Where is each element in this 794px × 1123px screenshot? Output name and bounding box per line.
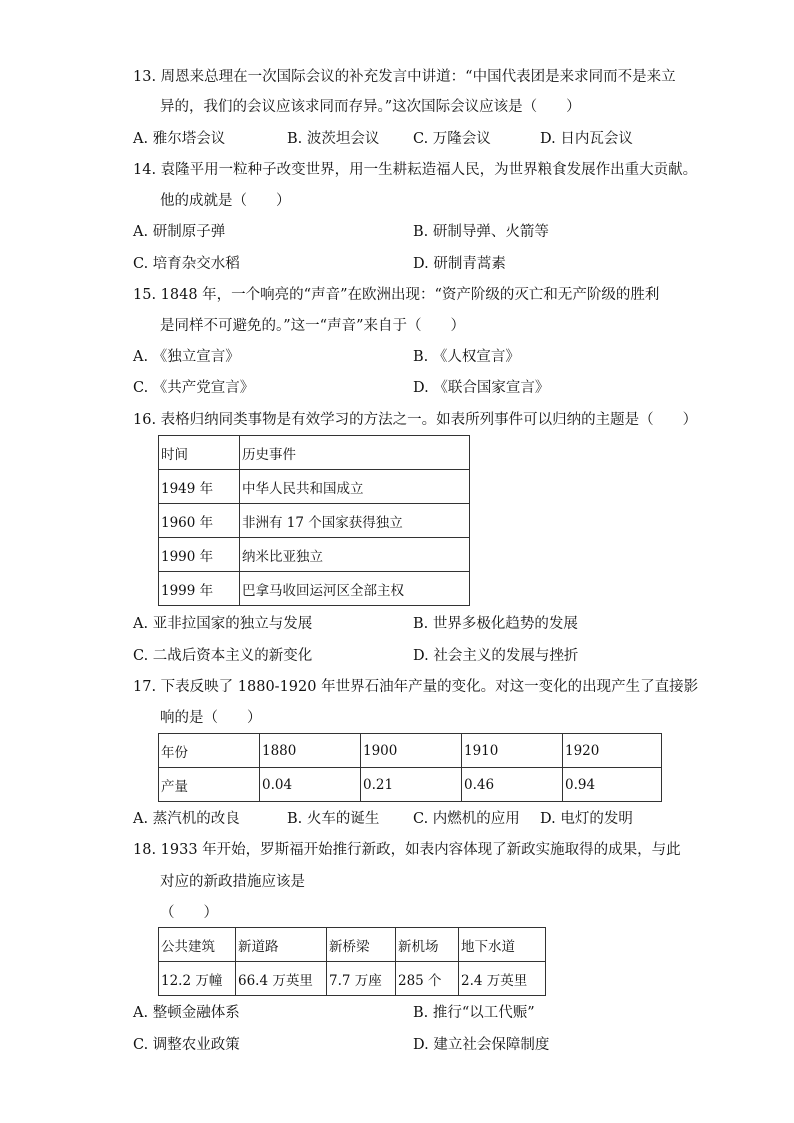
q13-option-d[interactable]: D. 日内瓦会议	[540, 131, 633, 147]
q18-newdeal-table	[158, 927, 546, 996]
q17-option-a[interactable]: A. 蒸汽机的改良	[133, 811, 240, 827]
table-cell: 时间	[159, 436, 240, 470]
q17-stem-line2: 响的是（ ）	[160, 710, 262, 726]
q15-stem-line2: 是同样不可避免的。”这一“声音”来自于（ ）	[160, 318, 465, 334]
q13-option-b[interactable]: B. 波茨坦会议	[287, 131, 380, 147]
table-cell: 历史事件	[240, 436, 470, 470]
q18-option-c[interactable]: C. 调整农业政策	[133, 1037, 240, 1053]
q16-option-c[interactable]: C. 二战后资本主义的新变化	[133, 648, 313, 664]
q18-option-d[interactable]: D. 建立社会保障制度	[413, 1037, 550, 1053]
q16-option-d[interactable]: D. 社会主义的发展与挫折	[413, 648, 579, 664]
q14-option-a[interactable]: A. 研制原子弹	[133, 224, 226, 240]
table-row	[159, 962, 546, 996]
q17-option-b[interactable]: B. 火车的诞生	[287, 811, 380, 827]
table-cell: 地下水道	[459, 928, 546, 962]
q15-option-d[interactable]: D. 《联合国家宣言》	[413, 380, 550, 396]
q17-option-c[interactable]: C. 内燃机的应用	[413, 811, 520, 827]
q15-option-a[interactable]: A. 《独立宣言》	[133, 349, 240, 365]
table-cell: 新机场	[396, 928, 459, 962]
q14-stem-line1: 14. 袁隆平用一粒种子改变世界，用一生耕耘造福人民，为世界粮食发展作出重大贡献。	[133, 162, 698, 178]
table-cell: 285 个	[396, 962, 459, 996]
q14-option-d[interactable]: D. 研制青蒿素	[413, 256, 506, 272]
q14-stem-line2: 他的成就是（ ）	[160, 193, 291, 209]
table-header-row	[159, 436, 470, 470]
table-cell: 新道路	[236, 928, 327, 962]
table-cell: 1900	[361, 734, 462, 768]
table-row	[159, 504, 470, 538]
table-cell: 公共建筑	[159, 928, 236, 962]
table-cell: 1960 年	[159, 504, 240, 538]
table-row	[159, 928, 546, 962]
q16-option-a[interactable]: A. 亚非拉国家的独立与发展	[133, 616, 313, 632]
table-cell: 纳米比亚独立	[240, 538, 470, 572]
table-cell: 中华人民共和国成立	[240, 470, 470, 504]
table-cell: 1880	[260, 734, 361, 768]
table-cell: 产量	[159, 768, 260, 802]
table-cell: 66.4 万英里	[236, 962, 327, 996]
table-cell: 非洲有 17 个国家获得独立	[240, 504, 470, 538]
q13-stem-line1: 13. 周恩来总理在一次国际会议的补充发言中讲道：“中国代表团是来求同而不是来立	[133, 69, 676, 85]
q18-stem-line1: 18. 1933 年开始，罗斯福开始推行新政，如表内容体现了新政实施取得的成果，与此	[133, 842, 681, 858]
q13-option-c[interactable]: C. 万隆会议	[413, 131, 491, 147]
q18-option-a[interactable]: A. 整顿金融体系	[133, 1005, 240, 1021]
table-cell: 0.46	[462, 768, 563, 802]
table-cell: 12.2 万幢	[159, 962, 236, 996]
q18-stem-line2: 对应的新政措施应该是	[160, 874, 305, 890]
q13-stem-line2: 异的，我们的会议应该求同而存异。”这次国际会议应该是（ ）	[160, 99, 581, 115]
table-cell: 年份	[159, 734, 260, 768]
q15-option-b[interactable]: B. 《人权宣言》	[413, 349, 520, 365]
q16-events-table	[158, 435, 470, 606]
table-cell: 1949 年	[159, 470, 240, 504]
table-cell: 1910	[462, 734, 563, 768]
q16-stem-line1: 16. 表格归纳同类事物是有效学习的方法之一。如表所列事件可以归纳的主题是（ ）	[133, 412, 698, 428]
table-cell: 0.04	[260, 768, 361, 802]
table-cell: 新桥梁	[327, 928, 396, 962]
q17-stem-line1: 17. 下表反映了 1880-1920 年世界石油年产量的变化。对这一变化的出现产生了直接影	[133, 679, 699, 695]
table-cell: 1990 年	[159, 538, 240, 572]
q15-stem-line1: 15. 1848 年，一个响亮的“声音”在欧洲出现：“资产阶级的灭亡和无产阶级的胜利	[133, 287, 660, 303]
q18-stem-line3: （ ）	[160, 905, 218, 921]
q14-option-c[interactable]: C. 培育杂交水稻	[133, 256, 240, 272]
q15-option-c[interactable]: C. 《共产党宣言》	[133, 380, 255, 396]
q17-option-d[interactable]: D. 电灯的发明	[540, 811, 633, 827]
table-cell: 0.94	[563, 768, 662, 802]
table-cell: 1999 年	[159, 572, 240, 606]
q18-option-b[interactable]: B. 推行“以工代赈”	[413, 1005, 535, 1021]
q13-option-a[interactable]: A. 雅尔塔会议	[133, 131, 226, 147]
table-row	[159, 768, 662, 802]
table-row	[159, 538, 470, 572]
table-cell: 0.21	[361, 768, 462, 802]
table-cell: 7.7 万座	[327, 962, 396, 996]
table-cell: 2.4 万英里	[459, 962, 546, 996]
q17-oil-table	[158, 733, 662, 802]
table-cell: 巴拿马收回运河区全部主权	[240, 572, 470, 606]
table-row	[159, 734, 662, 768]
q14-option-b[interactable]: B. 研制导弹、火箭等	[413, 224, 549, 240]
table-row	[159, 572, 470, 606]
q16-option-b[interactable]: B. 世界多极化趋势的发展	[413, 616, 578, 632]
table-cell: 1920	[563, 734, 662, 768]
table-row	[159, 470, 470, 504]
